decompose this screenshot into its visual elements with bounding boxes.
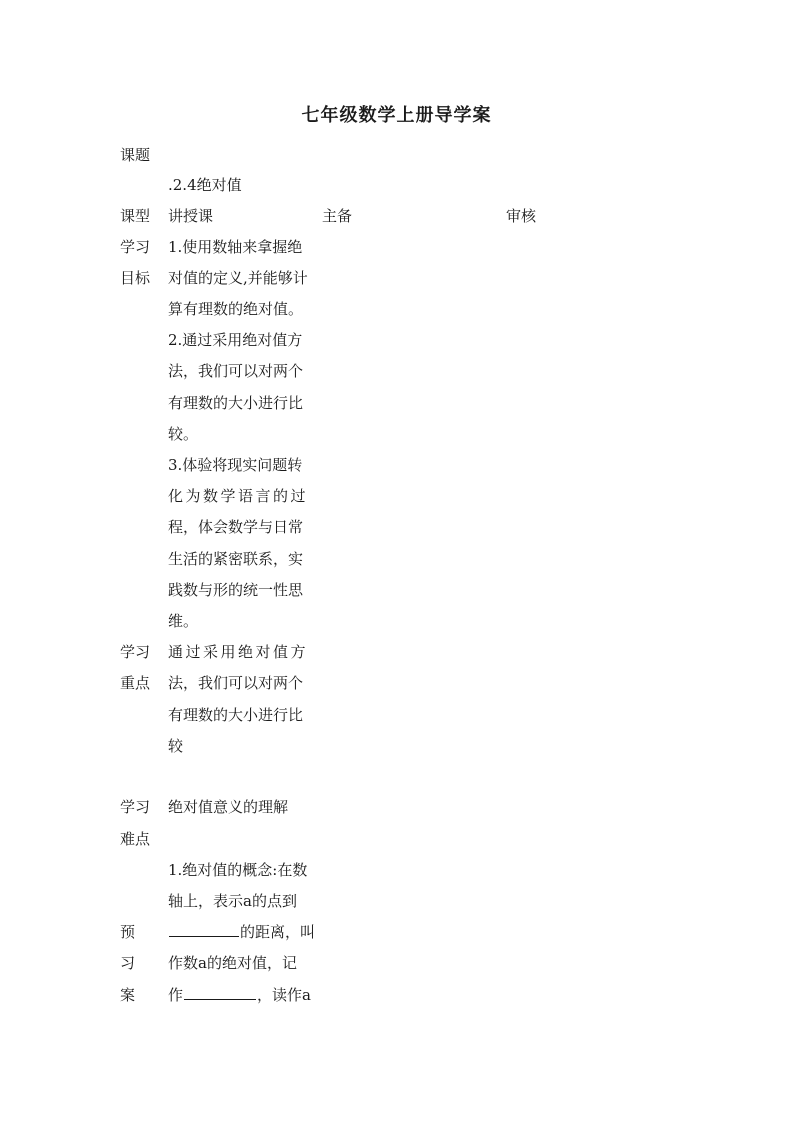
goals-line: 算有理数的绝对值。 (168, 300, 304, 318)
goals-line: 较。 (168, 425, 199, 443)
lesson-label: 课题 (120, 146, 151, 164)
reviewer-label: 审核 (506, 207, 537, 225)
preview-text: 作 (168, 986, 184, 1004)
fill-blank-distance[interactable] (169, 918, 239, 937)
lesson-value: .2.4绝对值 (168, 176, 242, 194)
key-points-line: 通过采用绝对值方 (168, 643, 309, 661)
goals-line: 维。 (168, 612, 199, 630)
preview-line: 轴上，表示a的点到 (168, 892, 297, 910)
goals-line: 2.通过采用绝对值方 (168, 331, 303, 349)
goals-line: 对值的定义,并能够计 (168, 269, 308, 287)
type-value: 讲授课 (168, 207, 214, 225)
preview-line (168, 980, 311, 1010)
goals-line: 3.体验将现实问题转 (168, 456, 303, 474)
preparer-label: 主备 (322, 207, 353, 225)
goals-line: 有理数的大小进行比 (168, 394, 304, 412)
goals-label-1: 学习 (120, 238, 151, 256)
key-points-line: 较 (168, 737, 184, 755)
goals-line: 生活的紧密联系，实 (168, 550, 304, 568)
preview-text: ，读作a (257, 986, 311, 1004)
goals-label-2: 目标 (120, 269, 151, 287)
goals-line: 程，体会数学与日常 (168, 518, 304, 536)
difficulties-label-2: 难点 (120, 830, 151, 848)
preview-line: 作数a的绝对值，记 (168, 954, 297, 972)
page-title: 七年级数学上册导学案 (301, 105, 492, 126)
key-points-line: 法，我们可以对两个 (168, 674, 304, 692)
difficulties-text: 绝对值意义的理解 (168, 798, 289, 816)
preview-text: 的距离，叫 (240, 923, 316, 941)
fill-blank-notation[interactable] (184, 981, 256, 1000)
key-points-line: 有理数的大小进行比 (168, 706, 304, 724)
key-points-label-2: 重点 (120, 674, 151, 692)
preview-line (168, 917, 315, 947)
preview-line: 1.绝对值的概念:在数 (168, 861, 308, 879)
goals-line: 践数与形的统一性思 (168, 581, 304, 599)
goals-line: 法，我们可以对两个 (168, 362, 304, 380)
preview-label-1: 预 (120, 923, 136, 941)
key-points-label-1: 学习 (120, 643, 151, 661)
difficulties-label-1: 学习 (120, 798, 151, 816)
preview-label-3: 案 (120, 986, 136, 1004)
goals-line: 化为数学语言的过 (168, 487, 309, 505)
goals-line: 1.使用数轴来拿握绝 (168, 238, 303, 256)
preview-label-2: 习 (120, 954, 136, 972)
type-label: 课型 (120, 207, 151, 225)
